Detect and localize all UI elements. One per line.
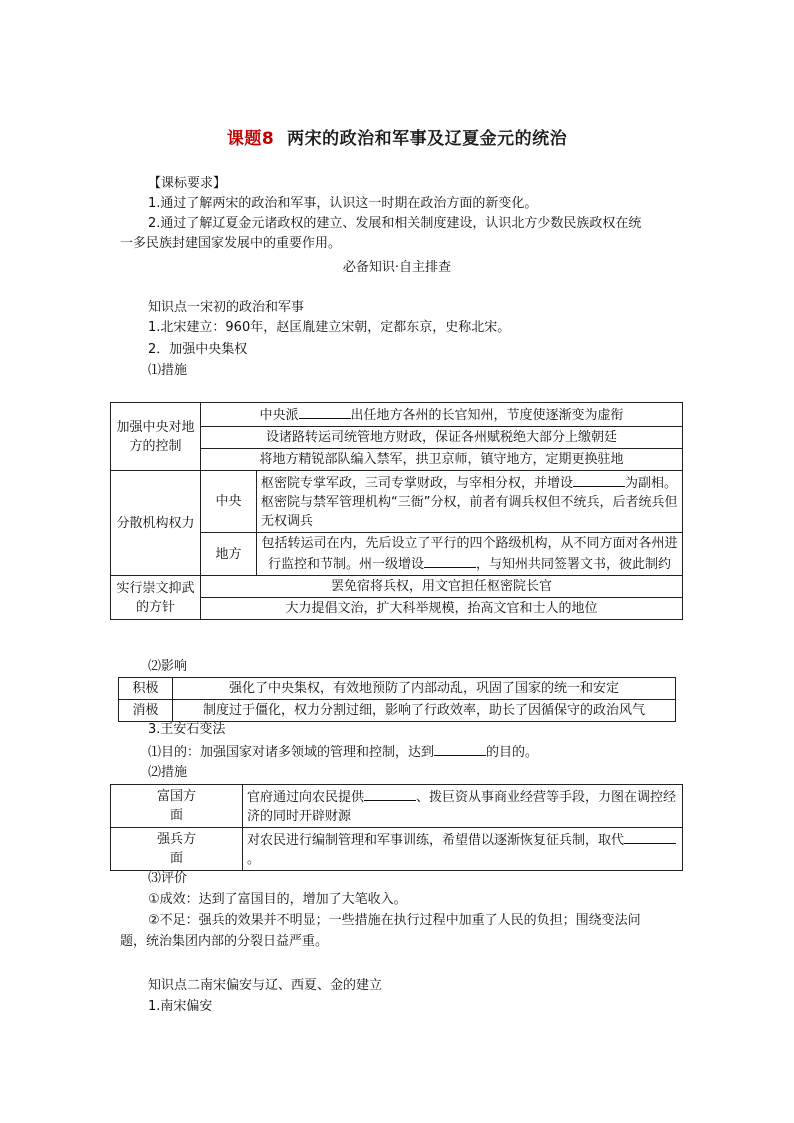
row-head-power: 分散机构权力 (111, 471, 201, 576)
fill-blank[interactable] (573, 472, 625, 487)
kp1-p2: 2．加强中央集权 (148, 342, 248, 357)
eval-item-2b: 题，统治集团内部的分裂日益严重。 (120, 934, 329, 949)
cell-zhuanyunsi: 设诸路转运司统管地方财政，保证各州赋税绝大部分上缴朝廷 (201, 427, 683, 449)
fill-blank[interactable] (364, 786, 416, 801)
rich-head: 富国方面 (111, 785, 243, 828)
reform-table (110, 784, 683, 871)
lesson-number: 课题8 (226, 129, 275, 149)
effect-negative-head: 消极 (119, 700, 173, 722)
standards-item-1: 1.通过了解两宋的政治和军事，认识这一时期在政治方面的新变化。 (148, 196, 538, 211)
effect-table (118, 677, 676, 722)
fill-blank[interactable] (424, 553, 476, 568)
table-row (119, 678, 676, 700)
standards-header: 【课标要求】 (148, 176, 227, 191)
table-row (111, 828, 683, 871)
fill-blank[interactable] (624, 829, 676, 844)
cell-wenzhi: 大力提倡文治，扩大科举规模，抬高文官和士人的地位 (201, 598, 683, 620)
cell-bamian: 罢免宿将兵权，用文官担任枢密院长官 (201, 576, 683, 598)
reform-title: 3.王安石变法 (148, 722, 226, 737)
kp2-title: 知识点二南宋偏安与辽、西夏、金的建立 (148, 978, 383, 993)
eval-item-2a: ②不足：强兵的效果并不明显；一些措施在执行过程中加重了人民的负担；围绕变法问 (148, 913, 641, 928)
rich-text: 官府通过向农民提供 、拨巨资从事商业经营等手段，力图在调控经济的同时开辟财源 (243, 785, 683, 828)
eval-label: ⑶评价 (148, 871, 188, 886)
standards-item-2a: 2.通过了解辽夏金元诸政权的建立、发展和相关制度建设，认识北方少数民族政权在统 (148, 216, 642, 231)
page-title (0, 124, 794, 149)
reform-goal: ⑴目的：加强国家对诸多领域的管理和控制，达到 的目的。 (148, 741, 538, 763)
table-row (111, 403, 683, 427)
effect-positive-head: 积极 (119, 678, 173, 700)
cell-jinjun: 将地方精锐部队编入禁军，拱卫京师，镇守地方，定期更换驻地 (201, 449, 683, 471)
kp1-title: 知识点一宋初的政治和军事 (148, 300, 305, 315)
effect-negative-text: 制度过于僵化，权力分割过细，影响了行政效率，助长了因循保守的政治风气 (173, 700, 676, 722)
cell-central-text: 枢密院专掌军政，三司专掌财政，与宰相分权，并增设 为副相。枢密院与禁军管理机构“三衙”分权，前者有调兵权但不统兵，后者统兵但无权调兵 (257, 471, 683, 533)
cell-zhizhou: 中央派 出任地方各州的长官知州，节度使逐渐变为虚衔 (201, 403, 683, 427)
eval-item-1: ①成效：达到了富国目的，增加了大笔收入。 (148, 892, 407, 907)
standards-item-2b: 一多民族封建国家发展中的重要作用。 (120, 236, 342, 251)
row-head-control: 加强中央对地方的控制 (111, 403, 201, 471)
table-row (111, 471, 683, 533)
kp1-p1: 1.北宋建立：960年，赵匡胤建立宋朝，定都东京，史称北宋。 (148, 320, 511, 335)
row-head-civil: 实行崇文抑武的方针 (111, 576, 201, 620)
measures-table (110, 402, 683, 620)
effect-label: ⑵影响 (148, 659, 188, 674)
lesson-title: 两宋的政治和军事及辽夏金元的统治 (287, 129, 568, 149)
army-text: 对农民进行编制管理和军事训练，希望借以逐渐恢复征兵制，取代。 (243, 828, 683, 871)
cell-local-text: 包括转运司在内，先后设立了平行的四个路级机构，从不同方面对各州进行监控和节制。州一级增设 ，与知州共同签署文书，彼此制约 (257, 533, 683, 576)
table-row (111, 576, 683, 598)
cell-central-label: 中央 (201, 471, 257, 533)
table-row (119, 700, 676, 722)
effect-positive-text: 强化了中央集权，有效地预防了内部动乱，巩固了国家的统一和安定 (173, 678, 676, 700)
army-head: 强兵方面 (111, 828, 243, 871)
reform-measures: ⑵措施 (148, 765, 188, 780)
cell-local-label: 地方 (201, 533, 257, 576)
kp2-p1: 1.南宋偏安 (148, 999, 213, 1014)
table-row (111, 785, 683, 828)
fill-blank[interactable] (299, 404, 351, 419)
section-heading: 必备知识·自主排查 (342, 260, 452, 275)
kp1-p3: ⑴措施 (148, 363, 188, 378)
fill-blank[interactable] (434, 741, 486, 756)
